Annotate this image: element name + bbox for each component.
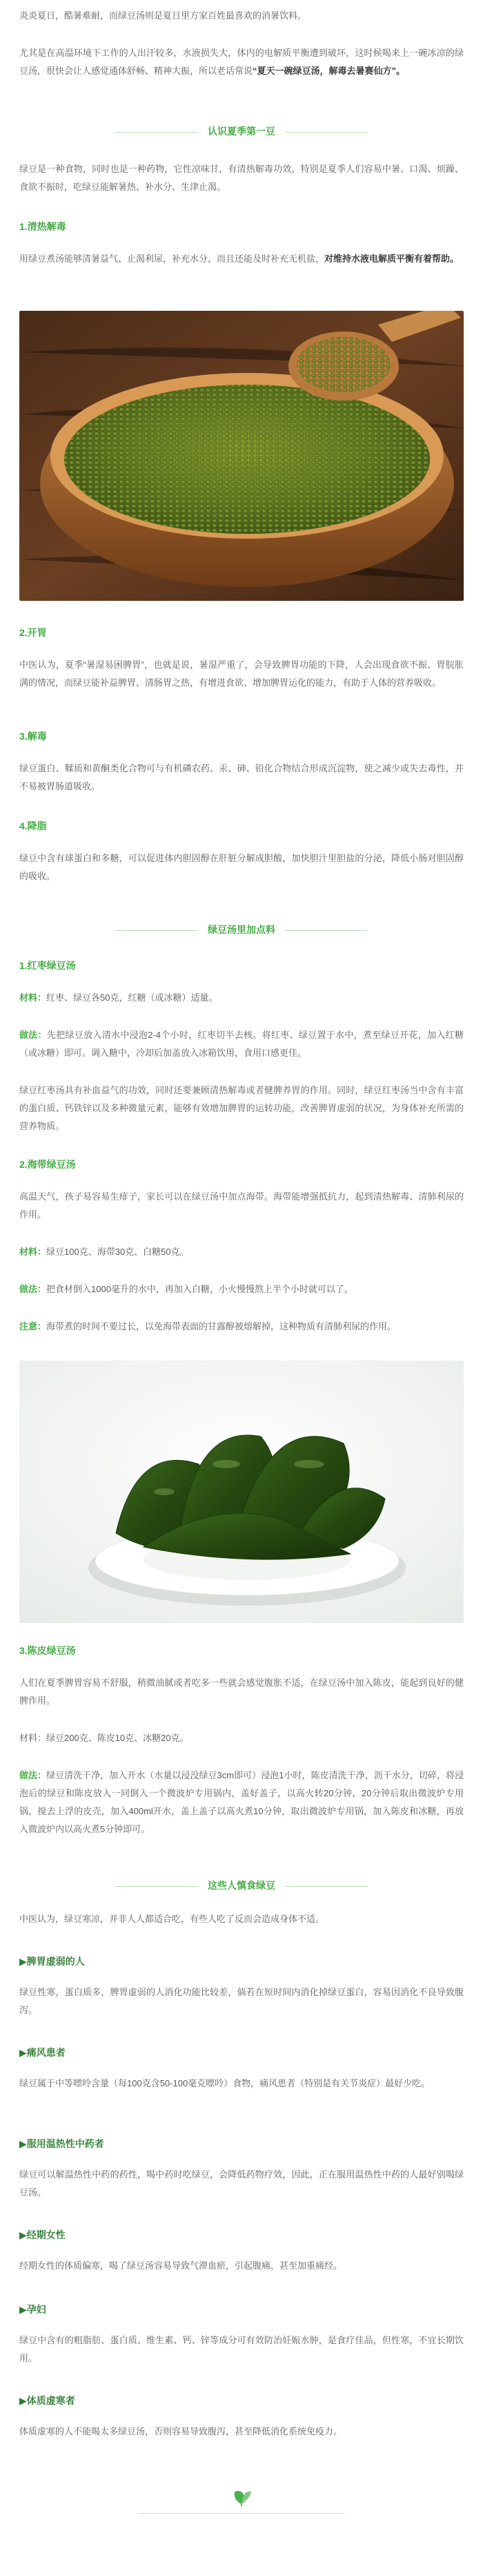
method-text: 把食材倒入1000毫升的水中，再加入白糖，小火慢慢熬上半个小时就可以了。: [46, 1284, 353, 1294]
intro-quote: “夏天一碗绿豆汤，解毒去暑赛仙方”。: [253, 66, 406, 76]
paragraph: 绿豆中含有球蛋白和多糖，可以促进体内胆固醇在肝脏分解成胆酸，加快胆汁里胆盐的分泌，降低小肠对胆固醇的吸收。: [19, 853, 464, 881]
section-title: 绿豆汤里加点料: [208, 924, 275, 935]
material-text: 红枣、绿豆各50克，红糖（或冰糖）适量。: [46, 992, 218, 1003]
material-label: 材料：: [19, 1247, 47, 1257]
group-text: 经期女性的体质偏寒，喝了绿豆汤容易导致气滞血瘀，引起腹痛，甚至加重痛经。: [19, 2260, 343, 2271]
section-heading-1: [0, 124, 483, 138]
recipe-title: 2.海带绿豆汤: [19, 1159, 76, 1170]
section1-intro: 绿豆是一种食物，同时也是一种药物，它性凉味甘，有清热解毒功效，特别是夏季人们容易中暑、口渴、烦躁、食欲不振时，吃绿豆能解暑热、补水分、生津止渴。: [19, 164, 464, 192]
section3-intro: 中医认为，绿豆寒凉，并非人人都适合吃，有些人吃了反而会造成身体不适。: [19, 1914, 325, 1924]
footer-rule: [138, 2513, 345, 2514]
intro-paragraph-2: [19, 44, 464, 80]
heading-rule: [115, 132, 198, 133]
method-label: 做法：: [19, 1030, 47, 1040]
recipe-method: [19, 1026, 464, 1062]
group-title: ▶经期女性: [19, 2229, 66, 2240]
heading-rule: [285, 132, 368, 133]
group-title: ▶痛风患者: [19, 2047, 66, 2058]
recipe-method: [19, 1767, 464, 1838]
recipe-title: 1.红枣绿豆汤: [19, 960, 76, 971]
group-title: ▶服用温热性中药者: [19, 2138, 104, 2149]
recipe-description: 人们在夏季脾胃容易不舒服，稍微油腻或者吃多一些就会感觉腹胀不适，在绿豆汤中加入陈皮，能起到良好的健脾作用。: [19, 1678, 464, 1706]
heading-rule: [115, 930, 198, 931]
note-label: 注意：: [19, 1321, 47, 1332]
intro-paragraph-1: 炎炎夏日，酷暑难耐，而绿豆汤则是夏日里方家百姓最喜欢的消暑饮料。: [19, 10, 307, 21]
material-label: 材料：: [19, 1733, 47, 1743]
recipe-material: [19, 989, 464, 1007]
group-text: 绿豆中含有的粗脂肪、蛋白质、维生素、钙、锌等成分可有效防治妊娠水肿，是食疗佳品，但性寒，不宜长期饮用。: [19, 2335, 464, 2363]
note-text: 海带煮的时间不要过长，以免海带表面的甘露醇被熔解掉，这种物质有清肺利尿的作用。: [46, 1321, 397, 1332]
leaf-icon: [221, 2486, 262, 2507]
group-title: ▶脾胃虚弱的人: [19, 1956, 85, 1967]
paragraph: 中医认为，夏季“暑湿易困脾胃”，也就是说，暑湿严重了，会导致脾胃功能的下降，人会出现食欲不振、胃脘胀满的情况，而绿豆能补益脾胃、清肠胃之热，有增进食欲、增加脾胃运化的能力，有助于人体的营养吸收。: [19, 660, 464, 688]
section-title: 认识夏季第一豆: [208, 126, 275, 137]
paragraph-emphasis: 对维持水液电解质平衡有着帮助。: [324, 253, 460, 264]
group-text: 绿豆属于中等嘌呤含量（每100克含50-100毫克嘌呤）食物，痛风患者（特别是有关节炎症）最好少吃。: [19, 2078, 431, 2088]
section-title: 这些人慎食绿豆: [208, 1880, 275, 1891]
method-text: 先把绿豆放入清水中浸泡2-4个小时，红枣切半去核。将红枣、绿豆置于水中，煮至绿豆开花，加入红糖（或冰糖）即可。调入糖中，冷却后加盖放入冰箱饮用，食用口感更佳。: [19, 1030, 464, 1058]
seaweed-plate-image: [19, 1361, 464, 1623]
section-heading-2: [0, 923, 483, 936]
group-text: 体质虚寒的人不能喝太多绿豆汤，否则容易导致腹泻，甚至降低消化系统免疫力。: [19, 2426, 343, 2436]
group-text: 绿豆可以解温热性中药的药性，喝中药时吃绿豆，会降低药物疗效，因此，正在服用温热性中药的人最好别喝绿豆汤。: [19, 2169, 464, 2198]
recipe-material: [19, 1243, 464, 1261]
heading-rule: [115, 1886, 198, 1887]
recipe-description: 高温天气，孩子易容易生痱子，家长可以在绿豆汤中加点海带。海带能增强抵抗力，起到清热解毒、清肺利尿的作用。: [19, 1191, 464, 1220]
section-heading-3: [0, 1878, 483, 1892]
group-text: 绿豆性寒，蛋白质多，脾胃虚弱的人消化功能比较差，倘若在短时间内消化掉绿豆蛋白，容易因消化不良导致腹泻。: [19, 1987, 464, 2015]
recipe-material: [19, 1729, 464, 1747]
intro-paragraph-2-text: 尤其是在高温环境下工作的人出汗较多，水液损失大，体内的电解质平衡遭到破坏，这时候喝来上一碗冰凉的绿豆汤，很快会让人感觉通体舒畅、精神大振，所以老话常说: [19, 48, 464, 76]
subheading: 4.降脂: [19, 820, 47, 832]
method-label: 做法：: [19, 1770, 47, 1780]
footer-decoration: [0, 2486, 483, 2514]
subheading: 2.开胃: [19, 627, 47, 638]
method-label: 做法：: [19, 1284, 47, 1294]
paragraph: [19, 250, 464, 268]
paragraph-text: 用绿豆煮汤能够清暑益气、止渴利尿，补充水分，而且还能及时补充无机盐，: [19, 253, 325, 264]
recipe-description: 绿豆红枣汤具有补血益气的功效，同时还要兼顾清热解毒或者健脾养胃的作用。同时，绿豆红枣汤当中含有丰富的蛋白质、钙铁锌以及多种微量元素，能够有效增加脾胃的运转功能，改善脾胃虚弱的状况，为身体补充所需的营养物质。: [19, 1085, 464, 1131]
seaweed-plate-illustration: [19, 1361, 464, 1623]
heading-rule: [285, 1886, 368, 1887]
group-title: ▶体质虚寒者: [19, 2395, 75, 2406]
material-text: 绿豆100克、海带30克、白糖50克。: [46, 1247, 189, 1257]
subheading: 1.清热解毒: [19, 221, 66, 232]
mung-bean-bowl-illustration: [19, 311, 464, 601]
recipe-note: [19, 1318, 464, 1336]
paragraph: 绿豆蛋白、鞣质和黄酮类化合物可与有机磷农药、汞、砷、铅化合物结合形成沉淀物，使之减少或失去毒性，并不易被胃肠道吸收。: [19, 763, 464, 791]
material-text: 绿豆200克、陈皮10克、冰糖20克。: [46, 1733, 189, 1743]
method-text: 绿豆清洗干净，加入开水（水量以浸没绿豆3cm即可）浸泡1小时，陈皮清洗干净，沥干水分，切碎，将浸泡后的绿豆和陈皮放入一同倒入一个微波炉专用锅内，盖好盖子，以高火转20分钟，20分钟后取出微波炉专用锅，搅去上浮的皮壳，加入400ml开水，盖上盖子以高火煮10分钟，取出微波炉专用锅，加入陈皮和冰糖，再放入微波炉内以高火煮5分钟即可。: [19, 1770, 464, 1834]
material-label: 材料：: [19, 992, 47, 1003]
recipe-method: [19, 1280, 464, 1298]
group-title: ▶孕妇: [19, 2304, 46, 2315]
heading-rule: [285, 930, 368, 931]
subheading: 3.解毒: [19, 731, 47, 742]
mung-bean-bowl-image: [19, 311, 464, 601]
recipe-title: 3.陈皮绿豆汤: [19, 1645, 76, 1656]
